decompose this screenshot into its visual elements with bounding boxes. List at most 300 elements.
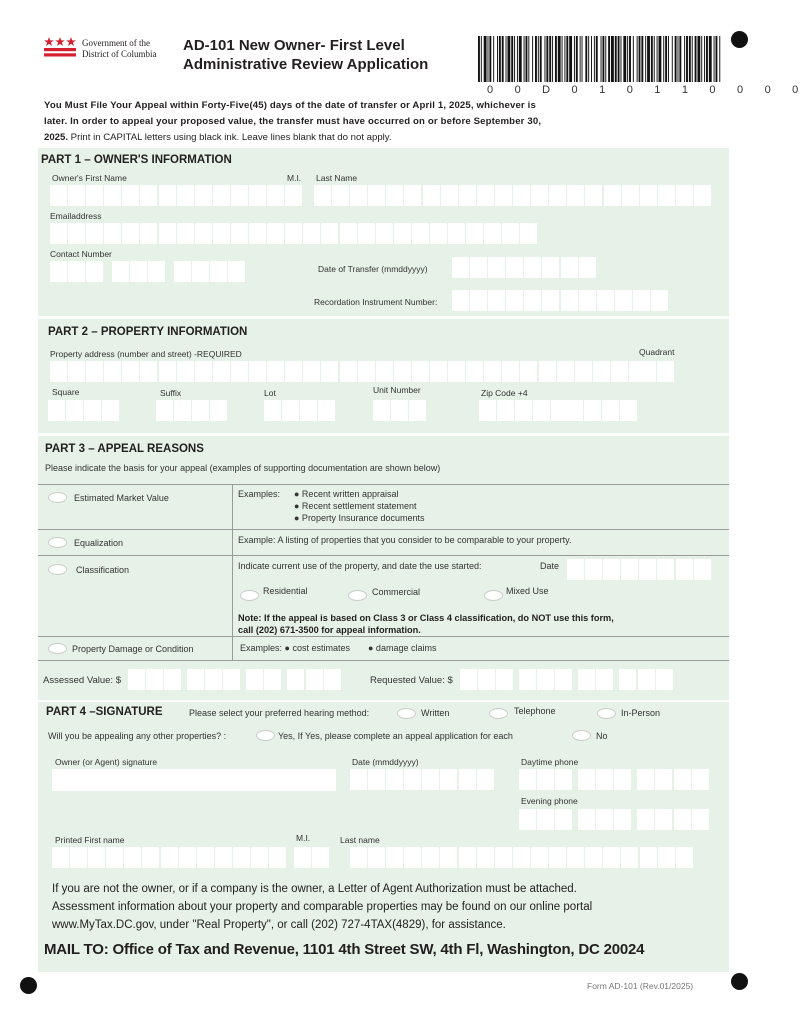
char-box[interactable]	[639, 361, 656, 382]
printed-first-name-field[interactable]	[52, 847, 287, 868]
contact-number-label: Contact Number	[50, 249, 112, 259]
char-box[interactable]	[287, 669, 304, 690]
char-box[interactable]	[584, 400, 601, 421]
char-box[interactable]	[404, 185, 421, 206]
char-box[interactable]	[459, 847, 476, 868]
contact-line[interactable]	[174, 261, 246, 282]
char-box[interactable]	[578, 769, 595, 790]
char-box[interactable]	[585, 559, 602, 580]
char-box[interactable]	[215, 847, 232, 868]
char-box[interactable]	[68, 185, 85, 206]
char-box[interactable]	[412, 361, 429, 382]
char-box[interactable]	[231, 223, 248, 244]
char-box[interactable]	[386, 185, 403, 206]
char-box[interactable]	[478, 669, 495, 690]
barcode-bar	[637, 36, 638, 82]
char-box[interactable]	[466, 223, 483, 244]
char-box[interactable]	[88, 847, 105, 868]
char-box[interactable]	[658, 847, 675, 868]
char-box[interactable]	[604, 185, 621, 206]
char-box[interactable]	[531, 185, 548, 206]
char-box[interactable]	[620, 400, 637, 421]
char-box[interactable]	[148, 261, 165, 282]
signature-date-field[interactable]	[350, 769, 495, 790]
written-radio[interactable]	[397, 708, 416, 719]
char-box[interactable]	[368, 185, 385, 206]
char-box[interactable]	[412, 223, 429, 244]
char-box[interactable]	[578, 669, 595, 690]
char-box[interactable]	[638, 669, 655, 690]
char-box[interactable]	[285, 361, 302, 382]
char-box[interactable]	[300, 400, 317, 421]
char-box[interactable]	[692, 769, 709, 790]
equalization-radio[interactable]	[48, 537, 67, 548]
char-box[interactable]	[86, 261, 103, 282]
char-box[interactable]	[640, 185, 657, 206]
char-box[interactable]	[460, 669, 477, 690]
suffix-field[interactable]	[156, 400, 228, 421]
requested-value-field[interactable]	[460, 669, 674, 690]
char-box[interactable]	[488, 290, 505, 311]
char-box[interactable]	[506, 257, 523, 278]
char-box[interactable]	[430, 223, 447, 244]
char-box[interactable]	[694, 559, 711, 580]
char-box[interactable]	[159, 361, 176, 382]
char-box[interactable]	[452, 257, 469, 278]
char-box[interactable]	[86, 185, 103, 206]
telephone-radio[interactable]	[489, 708, 508, 719]
char-box[interactable]	[448, 223, 465, 244]
char-box[interactable]	[537, 669, 554, 690]
char-box[interactable]	[303, 223, 320, 244]
char-box[interactable]	[106, 847, 123, 868]
char-box[interactable]	[86, 223, 103, 244]
char-box[interactable]	[520, 361, 537, 382]
char-box[interactable]	[477, 185, 494, 206]
char-box[interactable]	[104, 361, 121, 382]
char-box[interactable]	[611, 361, 628, 382]
char-box[interactable]	[122, 223, 139, 244]
printed-mi-label: M.I.	[296, 833, 311, 843]
barcode-bar	[569, 36, 572, 82]
char-box[interactable]	[267, 361, 284, 382]
square-field[interactable]	[48, 400, 120, 421]
other-properties-no-radio[interactable]	[572, 730, 591, 741]
char-box[interactable]	[459, 185, 476, 206]
char-box[interactable]	[324, 669, 341, 690]
char-box[interactable]	[484, 223, 501, 244]
contact-prefix[interactable]	[112, 261, 166, 282]
unit-number-field[interactable]	[373, 400, 427, 421]
char-box[interactable]	[306, 669, 323, 690]
char-box[interactable]	[233, 847, 250, 868]
other-properties-yes-radio[interactable]	[256, 730, 275, 741]
char-box[interactable]	[440, 769, 457, 790]
owner-first-name-field[interactable]	[50, 185, 285, 206]
char-box[interactable]	[555, 669, 572, 690]
char-box[interactable]	[466, 361, 483, 382]
char-box[interactable]	[187, 669, 204, 690]
char-box[interactable]	[228, 261, 245, 282]
char-box[interactable]	[633, 290, 650, 311]
char-box[interactable]	[177, 223, 194, 244]
char-box[interactable]	[246, 669, 263, 690]
char-box[interactable]	[614, 769, 631, 790]
char-box[interactable]	[104, 185, 121, 206]
evening-phone-label: Evening phone	[521, 796, 578, 806]
char-box[interactable]	[376, 223, 393, 244]
char-box[interactable]	[249, 223, 266, 244]
char-box[interactable]	[694, 185, 711, 206]
char-box[interactable]	[470, 257, 487, 278]
char-box[interactable]	[423, 185, 440, 206]
owner-last-name-field[interactable]	[314, 185, 712, 206]
char-box[interactable]	[539, 361, 556, 382]
char-box[interactable]	[656, 669, 673, 690]
char-box[interactable]	[195, 223, 212, 244]
char-box[interactable]	[555, 769, 572, 790]
mixed-use-radio[interactable]	[484, 590, 503, 601]
char-box[interactable]	[567, 847, 584, 868]
char-box[interactable]	[294, 847, 311, 868]
char-box[interactable]	[513, 185, 530, 206]
char-box[interactable]	[520, 223, 537, 244]
char-box[interactable]	[537, 769, 554, 790]
char-box[interactable]	[386, 847, 403, 868]
char-box[interactable]	[318, 400, 335, 421]
char-box[interactable]	[321, 361, 338, 382]
char-box[interactable]	[622, 185, 639, 206]
char-box[interactable]	[340, 223, 357, 244]
char-box[interactable]	[567, 559, 584, 580]
char-box[interactable]	[674, 769, 691, 790]
char-box[interactable]	[637, 809, 654, 830]
printed-first-name-label: Printed First name	[55, 835, 125, 845]
market-value-radio[interactable]	[48, 492, 67, 503]
char-box[interactable]	[332, 185, 349, 206]
char-box[interactable]	[477, 847, 494, 868]
char-box[interactable]	[122, 185, 139, 206]
char-box[interactable]	[179, 847, 196, 868]
char-box[interactable]	[655, 809, 672, 830]
char-box[interactable]	[376, 361, 393, 382]
char-box[interactable]	[585, 847, 602, 868]
char-box[interactable]	[223, 669, 240, 690]
lot-field[interactable]	[264, 400, 336, 421]
char-box[interactable]	[231, 361, 248, 382]
char-box[interactable]	[597, 290, 614, 311]
char-box[interactable]	[596, 809, 613, 830]
email-field[interactable]	[50, 223, 539, 244]
property-address-field[interactable]	[50, 361, 647, 382]
char-box[interactable]	[409, 400, 426, 421]
barcode-bar	[549, 36, 551, 82]
char-box[interactable]	[174, 261, 191, 282]
property-damage-radio[interactable]	[48, 643, 67, 654]
char-box[interactable]	[615, 290, 632, 311]
char-box[interactable]	[531, 847, 548, 868]
char-box[interactable]	[537, 809, 554, 830]
char-box[interactable]	[561, 290, 578, 311]
char-box[interactable]	[692, 809, 709, 830]
char-box[interactable]	[269, 847, 286, 868]
char-box[interactable]	[676, 559, 693, 580]
char-box[interactable]	[533, 400, 550, 421]
char-box[interactable]	[373, 400, 390, 421]
char-box[interactable]	[391, 400, 408, 421]
char-box[interactable]	[48, 400, 65, 421]
char-box[interactable]	[177, 361, 194, 382]
char-box[interactable]	[146, 669, 163, 690]
char-box[interactable]	[197, 847, 214, 868]
char-box[interactable]	[285, 185, 302, 206]
form-title-line2: Administrative Review Application	[183, 56, 429, 73]
char-box[interactable]	[575, 361, 592, 382]
char-box[interactable]	[549, 847, 566, 868]
owner-mi-field[interactable]	[285, 185, 303, 206]
char-box[interactable]	[496, 669, 513, 690]
barcode-bar	[633, 36, 634, 82]
char-box[interactable]	[50, 261, 67, 282]
char-box[interactable]	[112, 261, 129, 282]
char-box[interactable]	[479, 400, 496, 421]
char-box[interactable]	[619, 669, 636, 690]
char-box[interactable]	[614, 809, 631, 830]
char-box[interactable]	[140, 185, 157, 206]
char-box[interactable]	[603, 559, 620, 580]
char-box[interactable]	[213, 223, 230, 244]
char-box[interactable]	[488, 257, 505, 278]
char-box[interactable]	[484, 361, 501, 382]
char-box[interactable]	[430, 361, 447, 382]
reasons-table-top	[38, 484, 729, 485]
char-box[interactable]	[515, 400, 532, 421]
char-box[interactable]	[210, 261, 227, 282]
signature-field[interactable]	[52, 769, 336, 791]
char-box[interactable]	[192, 261, 209, 282]
char-box[interactable]	[50, 223, 67, 244]
char-box[interactable]	[174, 400, 191, 421]
char-box[interactable]	[267, 223, 284, 244]
char-box[interactable]	[585, 185, 602, 206]
char-box[interactable]	[386, 769, 403, 790]
char-box[interactable]	[249, 185, 266, 206]
char-box[interactable]	[350, 847, 367, 868]
char-box[interactable]	[495, 847, 512, 868]
char-box[interactable]	[655, 769, 672, 790]
char-box[interactable]	[524, 290, 541, 311]
char-box[interactable]	[350, 769, 367, 790]
char-box[interactable]	[639, 559, 656, 580]
char-box[interactable]	[404, 847, 421, 868]
char-box[interactable]	[70, 847, 87, 868]
char-box[interactable]	[195, 361, 212, 382]
char-box[interactable]	[350, 185, 367, 206]
char-box[interactable]	[596, 769, 613, 790]
char-box[interactable]	[567, 185, 584, 206]
char-box[interactable]	[506, 290, 523, 311]
contact-area-code[interactable]	[50, 261, 104, 282]
char-box[interactable]	[502, 361, 519, 382]
printed-mi-field[interactable]	[294, 847, 330, 868]
char-box[interactable]	[142, 847, 159, 868]
char-box[interactable]	[251, 847, 268, 868]
char-box[interactable]	[578, 809, 595, 830]
char-box[interactable]	[124, 847, 141, 868]
char-box[interactable]	[561, 257, 578, 278]
char-box[interactable]	[104, 223, 121, 244]
classification-date-field[interactable]	[567, 559, 712, 580]
char-box[interactable]	[50, 361, 67, 382]
barcode-bar	[507, 36, 510, 82]
zip-code-field[interactable]	[479, 400, 569, 421]
char-box[interactable]	[557, 361, 574, 382]
char-box[interactable]	[497, 400, 514, 421]
zip-plus4-field[interactable]	[566, 400, 638, 421]
date-of-transfer-field[interactable]	[452, 257, 597, 278]
char-box[interactable]	[519, 669, 536, 690]
char-box[interactable]	[441, 185, 458, 206]
char-box[interactable]	[128, 669, 145, 690]
char-box[interactable]	[637, 769, 654, 790]
char-box[interactable]	[422, 769, 439, 790]
char-box[interactable]	[156, 400, 173, 421]
char-box[interactable]	[549, 185, 566, 206]
in-person-radio[interactable]	[597, 708, 616, 719]
char-box[interactable]	[621, 847, 638, 868]
char-box[interactable]	[676, 185, 693, 206]
char-box[interactable]	[122, 361, 139, 382]
char-box[interactable]	[205, 669, 222, 690]
char-box[interactable]	[579, 257, 596, 278]
char-box[interactable]	[192, 400, 209, 421]
char-box[interactable]	[440, 847, 457, 868]
barcode-bar	[478, 36, 480, 82]
char-box[interactable]	[448, 361, 465, 382]
char-box[interactable]	[159, 185, 176, 206]
char-box[interactable]	[285, 223, 302, 244]
suffix-label: Suffix	[160, 388, 182, 398]
char-box[interactable]	[249, 361, 266, 382]
char-box[interactable]	[210, 400, 227, 421]
commercial-radio[interactable]	[348, 590, 367, 601]
char-box[interactable]	[640, 847, 657, 868]
char-box[interactable]	[542, 290, 559, 311]
char-box[interactable]	[657, 361, 674, 382]
barcode-bar	[651, 36, 653, 82]
residential-radio[interactable]	[240, 590, 259, 601]
char-box[interactable]	[231, 185, 248, 206]
reasons-table-divider	[232, 484, 233, 660]
char-box[interactable]	[542, 257, 559, 278]
char-box[interactable]	[358, 361, 375, 382]
char-box[interactable]	[502, 223, 519, 244]
char-box[interactable]	[213, 361, 230, 382]
char-box[interactable]	[68, 223, 85, 244]
char-box[interactable]	[312, 847, 329, 868]
char-box[interactable]	[282, 400, 299, 421]
char-box[interactable]	[657, 559, 674, 580]
char-box[interactable]	[177, 185, 194, 206]
char-box[interactable]	[321, 223, 338, 244]
char-box[interactable]	[368, 769, 385, 790]
recordation-number-field[interactable]	[452, 290, 669, 311]
char-box[interactable]	[519, 769, 536, 790]
char-box[interactable]	[140, 361, 157, 382]
char-box[interactable]	[264, 400, 281, 421]
quadrant-field[interactable]	[639, 361, 675, 382]
char-box[interactable]	[513, 847, 530, 868]
char-box[interactable]	[394, 361, 411, 382]
requested-value-label: Requested Value: $	[370, 675, 453, 686]
char-box[interactable]	[579, 290, 596, 311]
char-box[interactable]	[68, 261, 85, 282]
char-box[interactable]	[524, 257, 541, 278]
char-box[interactable]	[340, 361, 357, 382]
char-box[interactable]	[52, 847, 69, 868]
char-box[interactable]	[86, 361, 103, 382]
char-box[interactable]	[459, 769, 476, 790]
char-box[interactable]	[602, 400, 619, 421]
char-box[interactable]	[674, 809, 691, 830]
char-box[interactable]	[368, 847, 385, 868]
char-box[interactable]	[358, 223, 375, 244]
char-box[interactable]	[658, 185, 675, 206]
evening-phone-field[interactable]	[519, 809, 710, 830]
char-box[interactable]	[676, 847, 693, 868]
char-box[interactable]	[593, 361, 610, 382]
char-box[interactable]	[519, 809, 536, 830]
char-box[interactable]	[603, 847, 620, 868]
char-box[interactable]	[164, 669, 181, 690]
char-box[interactable]	[213, 185, 230, 206]
char-box[interactable]	[267, 185, 284, 206]
char-box[interactable]	[422, 847, 439, 868]
char-box[interactable]	[303, 361, 320, 382]
char-box[interactable]	[470, 290, 487, 311]
char-box[interactable]	[264, 669, 281, 690]
daytime-phone-label: Daytime phone	[521, 757, 579, 767]
char-box[interactable]	[477, 769, 494, 790]
char-box[interactable]	[68, 361, 85, 382]
char-box[interactable]	[404, 769, 421, 790]
char-box[interactable]	[555, 809, 572, 830]
printed-last-name-field[interactable]	[350, 847, 694, 868]
assessed-value-field[interactable]	[128, 669, 342, 690]
char-box[interactable]	[159, 223, 176, 244]
char-box[interactable]	[596, 669, 613, 690]
char-box[interactable]	[394, 223, 411, 244]
classification-radio[interactable]	[48, 564, 67, 575]
char-box[interactable]	[50, 185, 67, 206]
char-box[interactable]	[495, 185, 512, 206]
barcode-bar	[668, 36, 669, 82]
char-box[interactable]	[314, 185, 331, 206]
char-box[interactable]	[66, 400, 83, 421]
char-box[interactable]	[195, 185, 212, 206]
char-box[interactable]	[140, 223, 157, 244]
char-box[interactable]	[566, 400, 583, 421]
daytime-phone-field[interactable]	[519, 769, 710, 790]
char-box[interactable]	[102, 400, 119, 421]
char-box[interactable]	[84, 400, 101, 421]
char-box[interactable]	[161, 847, 178, 868]
market-value-label: Estimated Market Value	[74, 493, 169, 503]
char-box[interactable]	[452, 290, 469, 311]
char-box[interactable]	[621, 559, 638, 580]
char-box[interactable]	[651, 290, 668, 311]
char-box[interactable]	[130, 261, 147, 282]
